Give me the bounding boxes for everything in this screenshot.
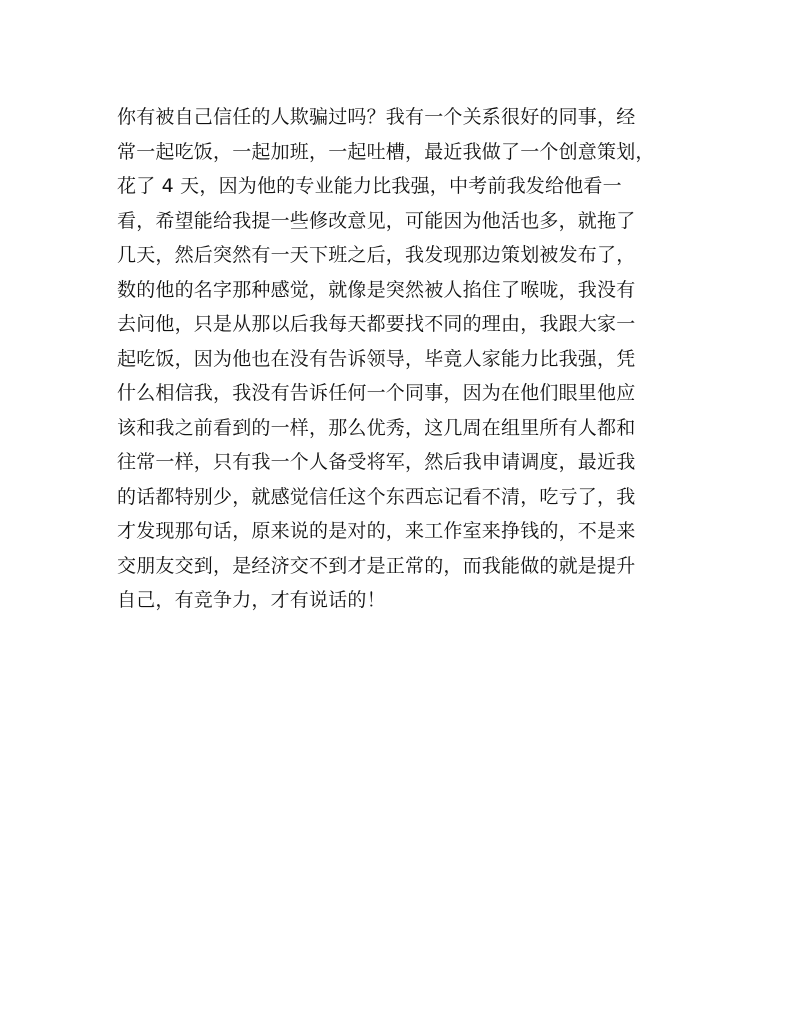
text-line: 起吃饭，因为他也在没有告诉领导，毕竟人家能力比我强，凭	[117, 347, 636, 370]
body-paragraph	[117, 100, 687, 618]
text-line: 你有被自己信任的人欺骗过吗？我有一个关系很好的同事，经	[117, 106, 636, 128]
text-line: 交朋友交到，是经济交不到才是正常的，而我能做的就是提升	[117, 554, 636, 577]
text-line: 才发现那句话，原来说的是对的，来工作室来挣钱的，不是来	[117, 520, 636, 542]
text-line: 花了 4 天，因为他的专业能力比我强，中考前我发给他看一	[117, 175, 622, 197]
text-line: 几天，然后突然有一天下班之后，我发现那边策划被发布了，	[117, 244, 636, 266]
text-line: 的话都特别少，就感觉信任这个东西忘记看不清，吃亏了，我	[117, 485, 636, 508]
text-line: 去问他，只是从那以后我每天都要找不同的理由，我跟大家一	[117, 313, 636, 335]
text-line: 往常一样，只有我一个人备受将军，然后我申请调度，最近我	[117, 451, 636, 473]
text-line: 数的他的名字那种感觉，就像是突然被人掐住了喉咙，我没有	[117, 278, 636, 301]
text-line: 常一起吃饭，一起加班，一起吐槽，最近我做了一个创意策划，	[117, 140, 655, 163]
text-line: 自己，有竞争力，才有说话的！	[117, 589, 386, 611]
text-line: 看，希望能给我提一些修改意见，可能因为他活也多，就拖了	[117, 209, 636, 232]
text-line: 什么相信我，我没有告诉任何一个同事，因为在他们眼里他应	[117, 382, 636, 404]
text-line: 该和我之前看到的一样，那么优秀，这几周在组里所有人都和	[117, 416, 636, 439]
